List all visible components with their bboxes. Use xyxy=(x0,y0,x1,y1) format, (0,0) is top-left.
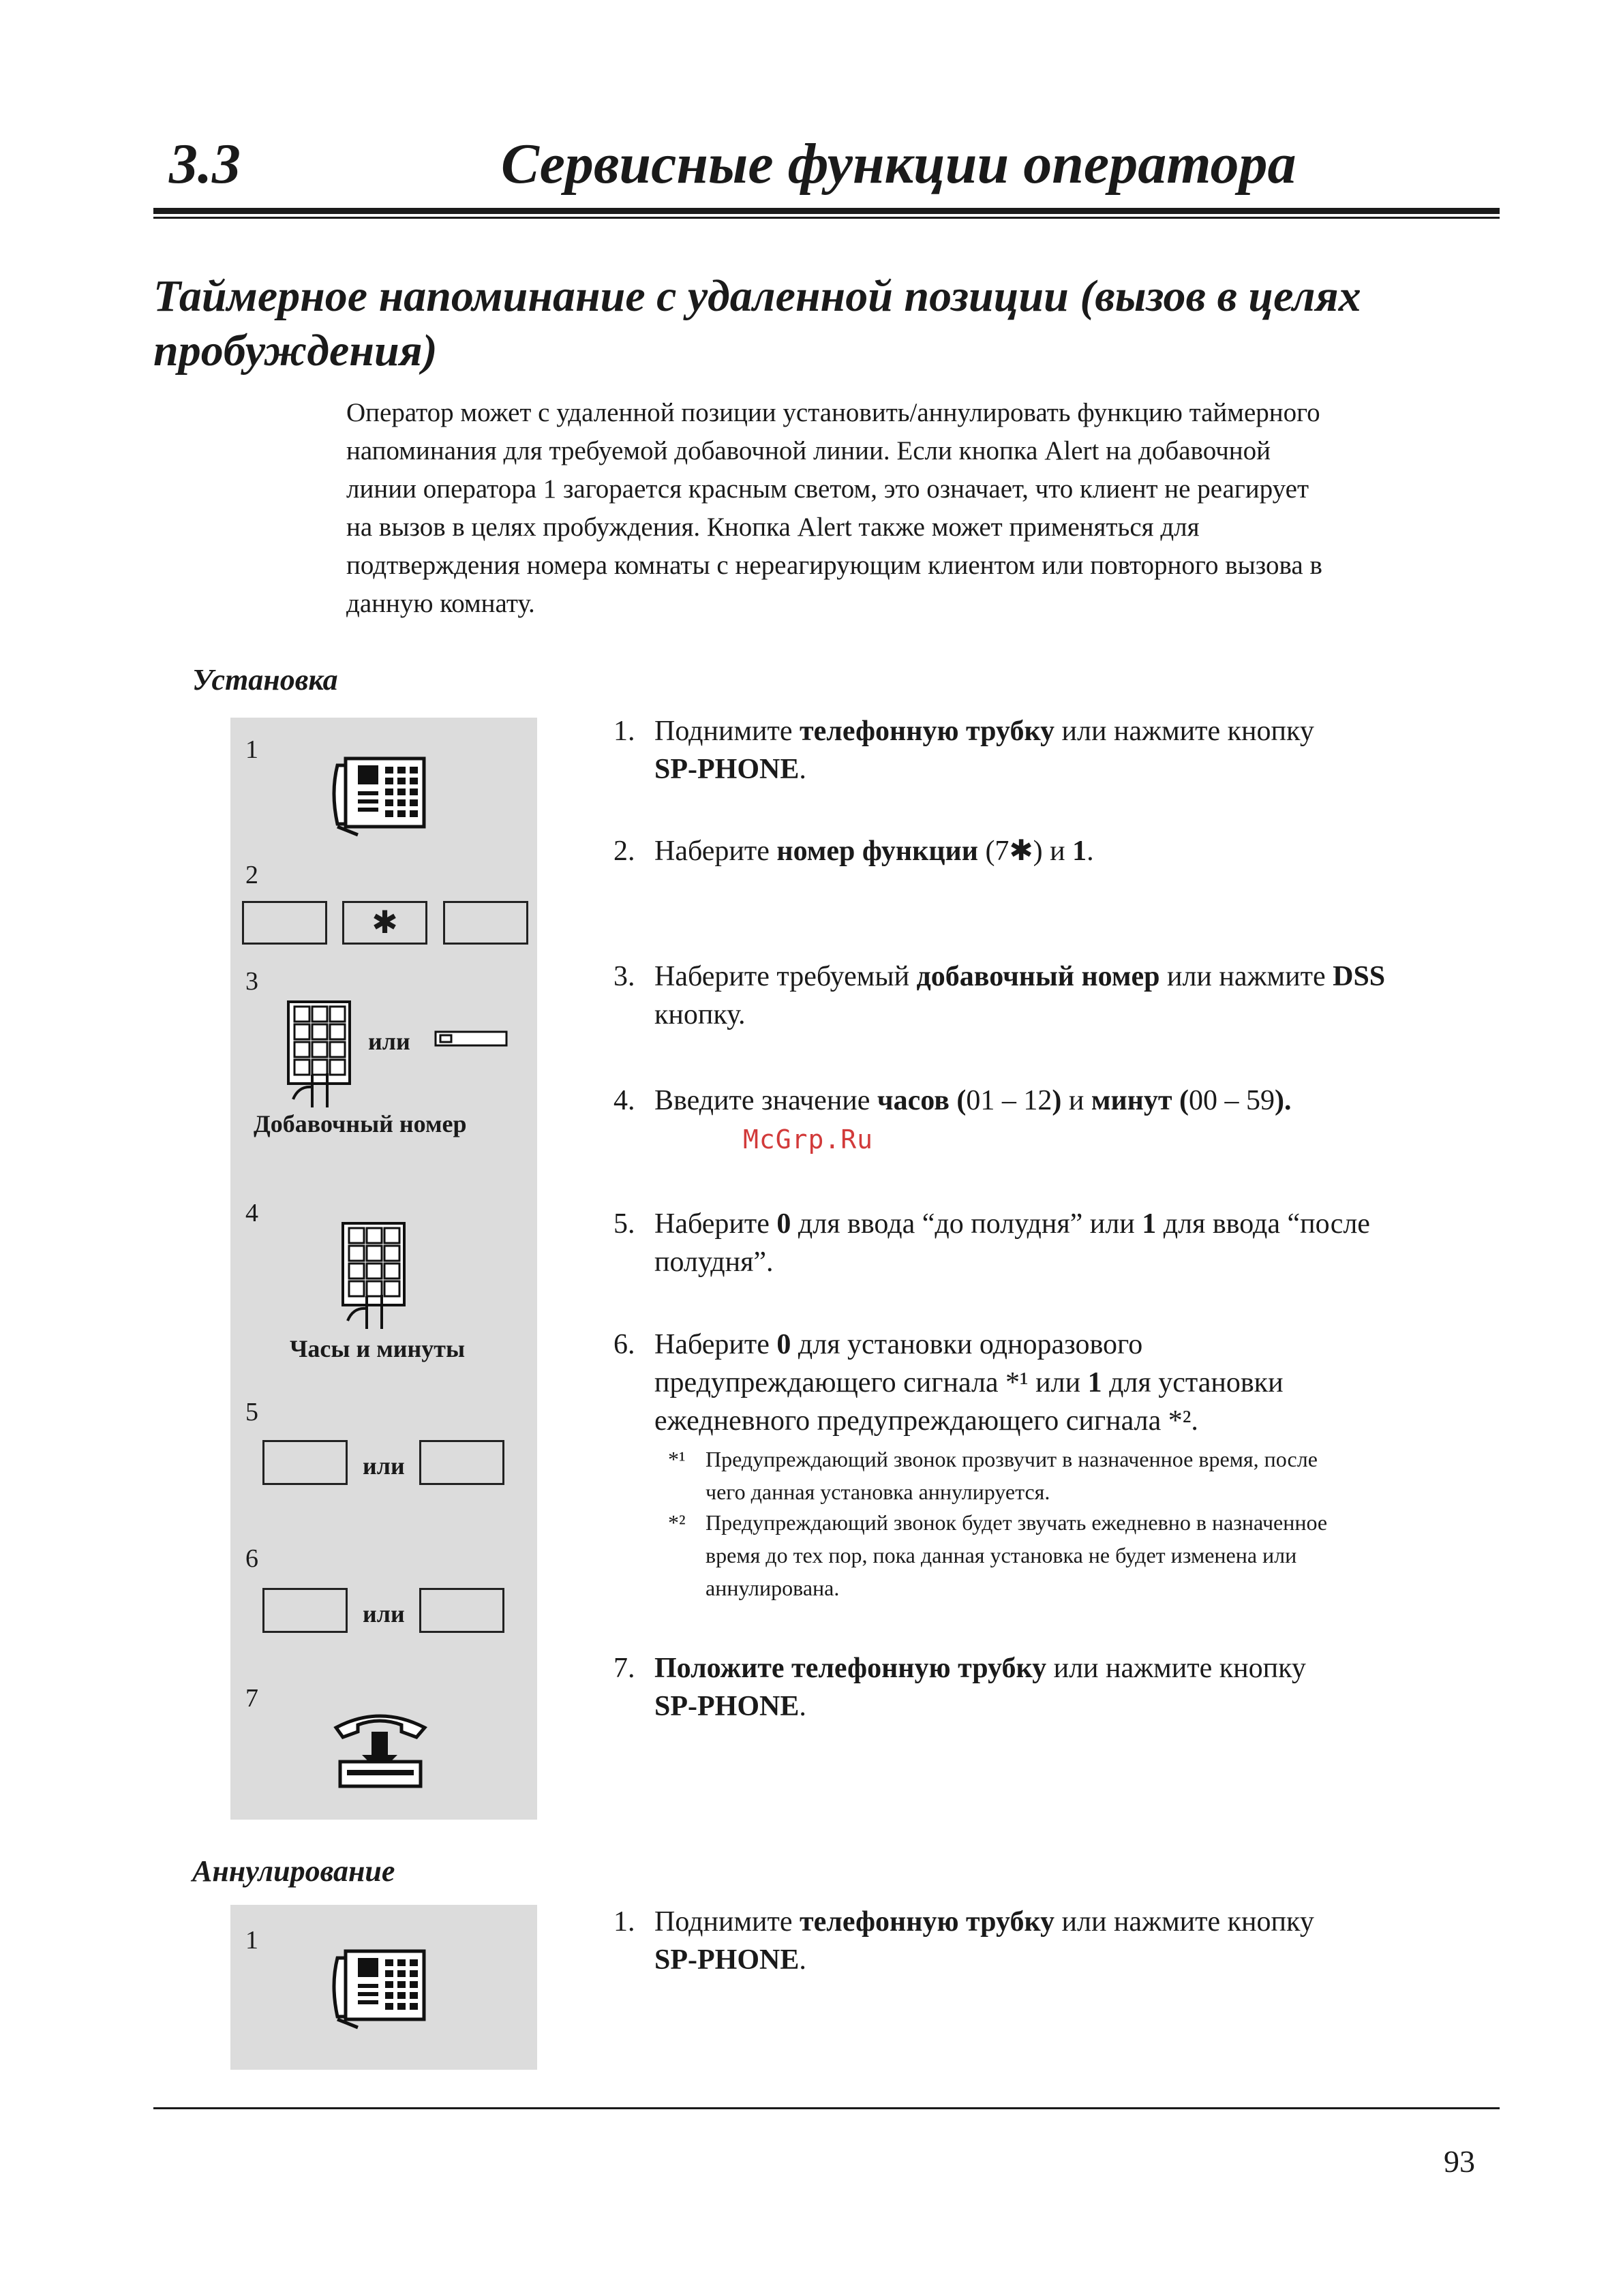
setup-step xyxy=(613,832,1472,873)
setup-heading: Установка xyxy=(192,663,338,697)
panel-step-number: 1 xyxy=(245,1926,258,1955)
key-box xyxy=(242,901,327,945)
step-number: 1. xyxy=(613,1906,635,1938)
step-number: 5. xyxy=(613,1208,635,1240)
header-rule xyxy=(153,208,1500,214)
setup-step xyxy=(613,1205,1472,1287)
key-box xyxy=(443,901,528,945)
key-box xyxy=(419,1440,504,1485)
cancel-heading: Аннулирование xyxy=(192,1854,395,1888)
panel-step-number: 1 xyxy=(245,735,258,764)
section-number: 3.3 xyxy=(169,132,241,196)
or-label: или xyxy=(363,1452,405,1480)
panel-step-number: 5 xyxy=(245,1398,258,1426)
intro-line: линии оператора 1 загорается красным светом, это означает, что клиент не реагирует xyxy=(346,474,1309,504)
step-text: Наберите требуемый добавочный номер или нажмите DSS кнопку. xyxy=(654,961,1386,1030)
page-title: Таймерное напоминание с удаленной позиции (вызов в целях пробуждения) xyxy=(153,271,1361,376)
dss-button-icon xyxy=(434,1029,509,1052)
or-label: или xyxy=(363,1600,405,1627)
cancel-step xyxy=(613,1903,1472,1985)
footnote-mark: *¹ xyxy=(668,1447,686,1471)
step-number: 4. xyxy=(613,1085,635,1116)
step-number: 3. xyxy=(613,961,635,992)
key-box xyxy=(262,1440,348,1485)
step-text: Поднимите телефонную трубку или нажмите кнопку SP-PHONE. xyxy=(654,1906,1314,1976)
panel-step-number: 2 xyxy=(245,861,258,889)
step-text: Наберите 0 для установки одноразового предупреждающего сигнала *¹ или 1 для установки ежедневного предупреждающего сигнала *². xyxy=(654,1329,1284,1437)
step-text: Введите значение часов (01 – 12) и минут (00 – 59). xyxy=(654,1085,1292,1116)
step-number: 2. xyxy=(613,836,635,867)
step-text: Положите телефонную трубку или нажмите кнопку SP-PHONE. xyxy=(654,1653,1306,1722)
keypad-icon xyxy=(339,1220,414,1336)
step-number: 7. xyxy=(613,1653,635,1684)
step-number: 6. xyxy=(613,1329,635,1360)
panel-step-number: 3 xyxy=(245,967,258,996)
intro-line: данную комнату. xyxy=(346,589,535,618)
panel-step-number: 4 xyxy=(245,1199,258,1227)
extension-number-label: Добавочный номер xyxy=(254,1110,467,1137)
or-label: или xyxy=(368,1028,410,1055)
intro-line: на вызов в целях пробуждения. Кнопка Alert также может применяться для xyxy=(346,512,1200,542)
footnote-text: Предупреждающий звонок будет звучать ежедневно в назначенное время до тех пор, пока данная установка не будет изменена или аннулирована. xyxy=(706,1510,1328,1600)
intro-paragraph xyxy=(346,394,1498,623)
key-box xyxy=(419,1588,504,1633)
hours-minutes-label: Часы и минуты xyxy=(290,1335,466,1362)
setup-step xyxy=(613,1649,1472,1731)
phone-offhook-icon xyxy=(331,753,429,842)
phone-onhook-icon xyxy=(331,1707,429,1796)
page-number: 93 xyxy=(1444,2144,1475,2179)
footnote-text: Предупреждающий звонок прозвучит в назначенное время, после чего данная установка аннулируется. xyxy=(706,1447,1318,1504)
header-rule-thin xyxy=(153,217,1500,219)
setup-step xyxy=(613,1082,1472,1122)
keypad-icon xyxy=(285,998,360,1114)
step-text: Наберите номер функции (7✱) и 1. xyxy=(654,836,1094,867)
key-box xyxy=(262,1588,348,1633)
step-text: Наберите 0 для ввода “до полудня” или 1 для ввода “после полудня”. xyxy=(654,1208,1370,1278)
setup-step xyxy=(613,1326,1472,1441)
intro-line: подтверждения номера комнаты с нереагирующим клиентом или повторного вызова в xyxy=(346,551,1322,580)
watermark: McGrp.Ru xyxy=(743,1124,874,1154)
phone-offhook-icon xyxy=(331,1946,429,2034)
star-key: ✱ xyxy=(342,901,427,945)
intro-line: напоминания для требуемой добавочной линии. Если кнопка Alert на добавочной xyxy=(346,436,1271,465)
step-number: 1. xyxy=(613,716,635,747)
footnote-mark: *² xyxy=(668,1510,686,1535)
panel-step-number: 6 xyxy=(245,1544,258,1573)
setup-step xyxy=(613,712,1472,794)
panel-step-number: 7 xyxy=(245,1684,258,1713)
step-text: Поднимите телефонную трубку или нажмите кнопку SP-PHONE. xyxy=(654,716,1314,785)
setup-step xyxy=(613,958,1472,1039)
intro-line: Оператор может с удаленной позиции установить/аннулировать функцию таймерного xyxy=(346,398,1320,427)
footer-rule xyxy=(153,2107,1500,2109)
section-title: Сервисные функции оператора xyxy=(501,132,1296,196)
